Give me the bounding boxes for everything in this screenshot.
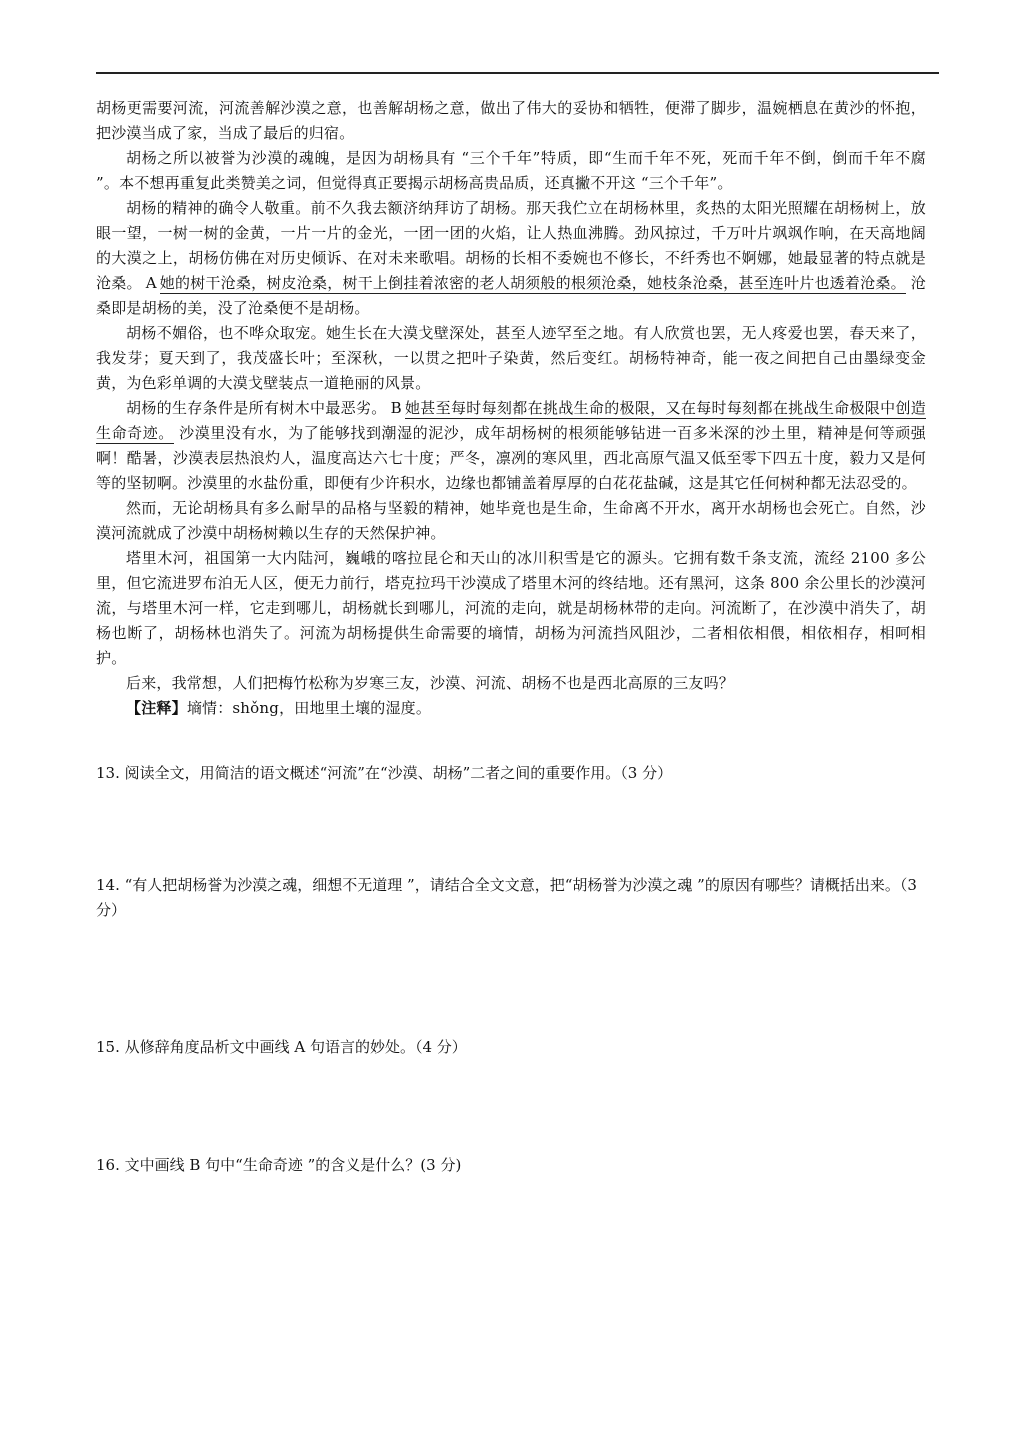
paragraph-5-tail: 沙漠里没有水，为了能够找到潮湿的泥沙，成年胡杨树的根须能够钻进一百多米深的沙土里，精神是何等顽强啊！酷暑，沙漠表层热浪灼人，温度高达六七十度；严冬，凛冽的寒风里，西北高原气温又低至零下四五十度，毅力又是何等的坚韧啊。沙漠里的水盐份重，即便有少许积水，边缘也都铺盖着厚厚的白花花盐碱，这是其它任何树种都无法忍受的。 <box>96 424 926 492</box>
underlined-sentence-b: 她甚至每时每刻都在挑战生命的极限，又在每时每刻都在挑战生命极限中创造生命奇迹。 <box>96 399 926 442</box>
question-15: 15. 从修辞角度品析文中画线 A 句语言的妙处。（4 分） <box>96 1038 467 1056</box>
question-13: 13. 阅读全文，用简洁的语文概述“河流”在“沙漠、胡杨”二者之间的重要作用。（3 分） <box>96 764 673 782</box>
annotation-note <box>96 696 926 721</box>
sentence-b-marker: B <box>390 399 402 417</box>
paragraph-3 <box>96 196 926 321</box>
paragraph-3-text: 胡杨的精神的确令人敬重。前不久我去额济纳拜访了胡杨。那天我伫立在胡杨林里，炙热的太阳光照耀在胡杨树上，放眼一望，一树一树的金黄，一片一片的金光，一团一团的火焰，让人热血沸腾。劲风掠过，千万叶片飒飒作响，在天高地阔的大漠之上，胡杨仿佛在对历史倾诉、在对未来歌唱。胡杨的长相不委婉也不修长，不纤秀也不婀娜，她最显著的特点就是沧桑。 <box>96 199 926 292</box>
note-label: 【注释】 <box>126 699 187 717</box>
paragraph-6: 然而，无论胡杨具有多么耐旱的品格与坚毅的精神，她毕竟也是生命，生命离不开水，离开水胡杨也会死亡。自然，沙漠河流就成了沙漠中胡杨树赖以生存的天然保护神。 <box>96 499 926 542</box>
question-14: 14. “有人把胡杨誉为沙漠之魂，细想不无道理 ”，请结合全文文意，把“胡杨誉为沙漠之魂 ”的原因有哪些？请概括出来。（3 分） <box>96 876 917 919</box>
paragraph-1: 胡杨更需要河流，河流善解沙漠之意，也善解胡杨之意，做出了伟大的妥协和牺牲，便滞了脚步，温婉栖息在黄沙的怀抱，把沙漠当成了家，当成了最后的归宿。 <box>96 99 926 142</box>
paragraph-7: 塔里木河，祖国第一大内陆河，巍峨的喀拉昆仑和天山的冰川积雪是它的源头。它拥有数千条支流，流经 2100 多公里，但它流进罗布泊无人区，便无力前行，塔克拉玛干沙漠成了塔里木河的终结地。还有黑河，这条 800 余公里长的沙漠河流，与塔里木河一样，它走到哪儿，胡杨就长到哪儿，河流的走向，就是胡杨林带的走向。河流断了，在沙漠中消失了，胡杨也断了，胡杨林也消失了。河流为胡杨提供生命需要的墒情，胡杨为河流挡风阻沙，二者相依相偎，相依相存，相呵相护。 <box>96 549 926 667</box>
paragraph-5-text: 胡杨的生存条件是所有树木中最恶劣。 <box>126 399 387 417</box>
paragraph-8: 后来，我常想，人们把梅竹松称为岁寒三友，沙漠、河流、胡杨不也是西北高原的三友吗？ <box>126 674 735 692</box>
header-rule <box>96 72 939 74</box>
paragraph-5 <box>96 396 926 496</box>
underlined-sentence-a: 她的树干沧桑，树皮沧桑，树干上倒挂着浓密的老人胡须般的根须沧桑，她枝条沧桑，甚至连叶片也透着沧桑。 <box>159 274 906 292</box>
reading-passage <box>96 96 926 721</box>
paragraph-4: 胡杨不媚俗，也不哗众取宠。她生长在大漠戈壁深处，甚至人迹罕至之地。有人欣赏也罢，无人疼爱也罢，春天来了，我发芽；夏天到了，我茂盛长叶；至深秋，一以贯之把叶子染黄，然后变红。胡杨特神奇，能一夜之间把自己由墨绿变金黄，为色彩单调的大漠戈壁装点一道艳丽的风景。 <box>96 324 926 392</box>
note-text: 墒情：shǒng，田地里土壤的湿度。 <box>186 699 432 717</box>
sentence-a-marker: A <box>145 274 157 292</box>
paragraph-3-tail: 沧桑即是胡杨的美，没了沧桑便不是胡杨。 <box>96 274 927 317</box>
paragraph-2: 胡杨之所以被誉为沙漠的魂魄，是因为胡杨具有 “三个千年”特质，即“生而千年不死，死而千年不倒，倒而千年不腐 ”。本不想再重复此类赞美之词，但觉得真正要揭示胡杨高贵品质，还真撇不开这 “三个千年”。 <box>96 149 926 192</box>
question-16: 16. 文中画线 B 句中“生命奇迹 ”的含义是什么？(3 分) <box>96 1156 462 1174</box>
